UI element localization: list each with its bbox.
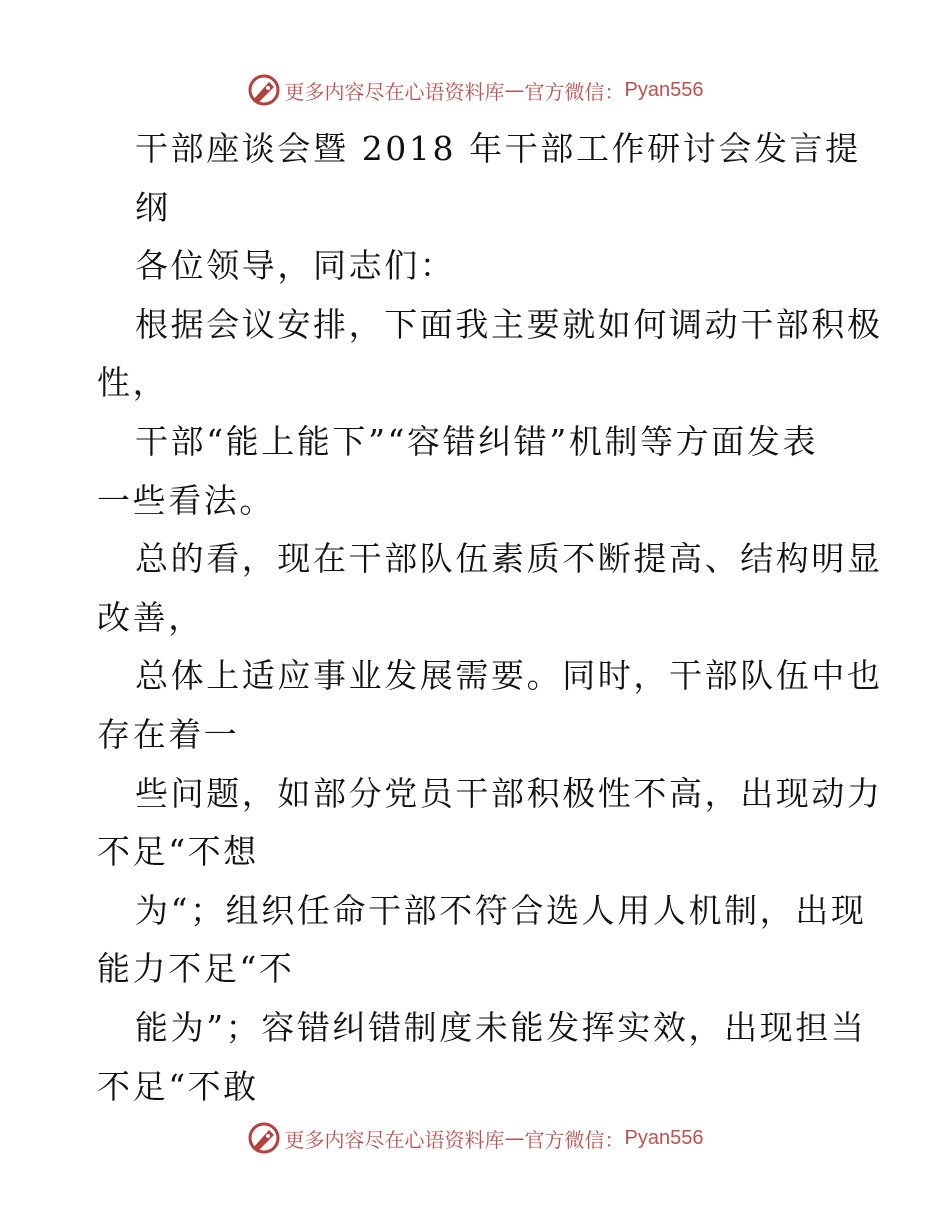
banner-dash: — (504, 1126, 525, 1150)
body-line: 存在着一 (97, 714, 240, 754)
body-line: 不足“不想 (97, 832, 259, 872)
header-banner (0, 70, 950, 110)
body-line: 性， (97, 363, 169, 403)
banner-dash: — (504, 78, 525, 102)
banner-slogan: 更多内容尽在心语资料库 (284, 1127, 505, 1152)
banner-wechat-label: 官方微信： (524, 1127, 625, 1152)
body-line: 能力不足“不 (97, 949, 295, 989)
body-line: 根据会议安排，下面我主要就如何调动干部积极 (135, 304, 883, 344)
banner-wechat-id: Pyan556 (624, 78, 704, 101)
pen-nib-logo-icon (247, 73, 281, 107)
pen-nib-logo-icon (247, 1121, 281, 1155)
document-title-line-2: 纲 (135, 187, 171, 227)
body-line: 改善， (97, 597, 204, 637)
banner-slogan: 更多内容尽在心语资料库 (284, 79, 505, 104)
document-title-line-1: 干部座谈会暨 2018 年干部工作研讨会发言提 (135, 129, 861, 168)
body-line: 总体上适应事业发展需要。同时，干部队伍中也 (135, 656, 883, 696)
salutation: 各位领导，同志们： (135, 246, 456, 286)
body-line: 总的看，现在干部队伍素质不断提高、结构明显 (135, 539, 883, 579)
body-line: 不足“不敢 (97, 1066, 259, 1106)
footer-banner (0, 1118, 950, 1158)
body-line: 些问题，如部分党员干部积极性不高，出现动力 (135, 773, 883, 813)
banner-wechat-id: Pyan556 (624, 1126, 704, 1149)
document-body (97, 120, 883, 1116)
body-line: 一些看法。 (97, 480, 275, 520)
body-line: 干部“能上能下”“容错纠错”机制等方面发表 (135, 421, 819, 461)
body-line: 为“；组织任命干部不符合选人用人机制，出现 (135, 890, 867, 930)
banner-wechat-label: 官方微信： (524, 79, 625, 104)
body-line: 能为”；容错纠错制度未能发挥实效，出现担当 (135, 1007, 867, 1047)
